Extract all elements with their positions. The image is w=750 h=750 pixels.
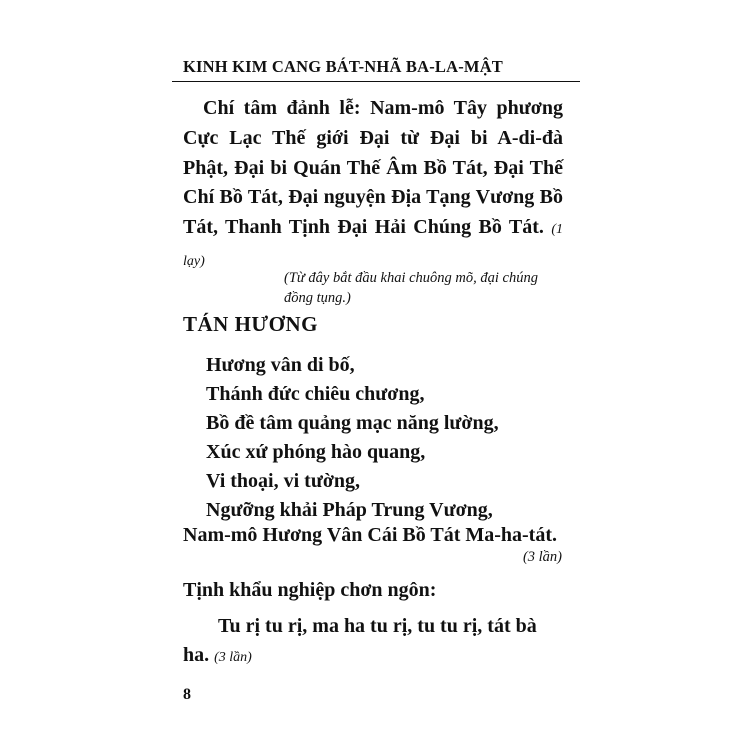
- instruction-note: (Từ đây bắt đầu khai chuông mõ, đại chúng đồng tụng.): [284, 270, 538, 306]
- invocation-note: (1 lạy): [183, 222, 563, 269]
- header-rule: [172, 81, 580, 82]
- homage-times: (3 lần): [522, 549, 562, 565]
- invocation-text: Chí tâm đảnh lễ: Nam-mô Tây phương Cực Lạc Thế giới Đại từ Đại bi A-di-đà Phật, Đại bi Quán Thế Âm Bồ Tát, Đại Thế Chí Bồ Tát, Đại nguyện Địa Tạng Vương Bồ Tát, Thanh Tịnh Đại Hải Chúng Bồ Tát.: [183, 97, 563, 239]
- mantra-title: Tịnh khẩu nghiệp chơn ngôn:: [183, 579, 437, 601]
- verse-line: Thánh đức chiêu chương,: [206, 382, 425, 405]
- running-header: KINH KIM CANG BÁT-NHÃ BA-LA-MẬT: [183, 57, 504, 76]
- verse-line: Hương vân di bố,: [206, 354, 355, 376]
- verse-line: Ngưỡng khải Pháp Trung Vương,: [206, 498, 493, 521]
- invocation-paragraph: [183, 94, 563, 277]
- verse-line: Vi thoại, vi tường,: [206, 469, 361, 492]
- verse-block: [206, 351, 566, 524]
- homage-line: Nam-mô Hương Vân Cái Bồ Tát Ma-ha-tát.: [183, 524, 558, 546]
- verse-line: Xúc xứ phóng hào quang,: [206, 440, 426, 463]
- verse-line: Bồ đề tâm quảng mạc năng lường,: [206, 411, 499, 434]
- mantra-text: Tu rị tu rị, ma ha tu rị, tu tu rị, tát bà ha.: [183, 615, 537, 666]
- mantra-paragraph: [183, 612, 563, 672]
- mantra-times: (3 lần): [214, 650, 252, 665]
- page-number: 8: [183, 686, 191, 703]
- section-title: TÁN HƯƠNG: [183, 312, 318, 336]
